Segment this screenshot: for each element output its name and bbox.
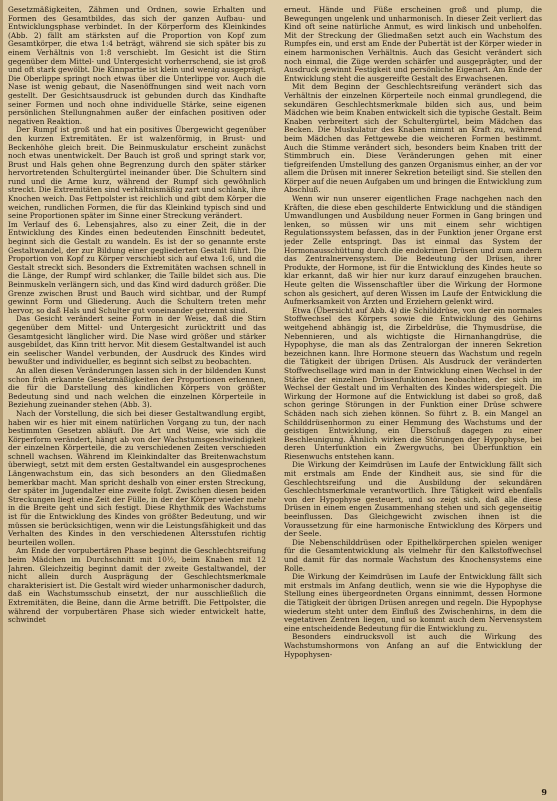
paragraph: Etwa (Übersicht auf Abb. 4) die Schilddrüse, von der ein normales Stoffwechsel des Körpers sowie die Entwicklung des Gehirns weitgehend abhängig ist, die Zirbeldrüse, die Thymusdrüse, die Nebennieren, und als wichtigste die Hirnanhangdrüse, die Hypophyse, die man als das Zentralorgan der inneren Sekretion bezeichnen kann. Ihre Hormone steuern das Wachstum und regeln die Tätigkeit der übrigen Drüsen. Als Ausdruck der veränderten Stoffwechsellage wird man in der Entwicklung einen Wechsel in der Stärke der einzelnen Drüsenfunktionen beobachten, der sich im Wechsel der Gestalt und im Verhalten des Kindes widerspiegelt. Die Wirkung der Hormone auf die Entwicklung ist dabei so groß, daß schon geringe Störungen in der Funktion einer Drüse schwere Schäden nach sich ziehen können. So führt z. B. ein Mangel an Schilddrüsenhormon zu einer Hemmung des Wachstums und der geistigen Entwicklung, ein Überschuß dagegen zu einer Beschleunigung. Ähnlich wirken die Störungen der Hypophyse, bei deren Unterfunktion ein Zwergwuchs, bei Überfunktion ein Riesenwuchs entstehen kann. — [284, 305, 542, 461]
paragraph: Mit dem Beginn der Geschlechtsreifung verändert sich das Verhältnis der einzelnen Körperteile noch einmal grundlegend, die sekundären Geschlechtsmerkmale bilden sich aus, und beim Mädchen wie beim Knaben entwickelt sich die typische Gestalt. Beim Knaben verbreitert sich der Schultergürtel, beim Mädchen das Becken. Die Muskulatur des Knaben nimmt an Kraft zu, während beim Mädchen das Fettgewebe die weicheren Formen bestimmt. Auch die Stimme verändert sich, besonders beim Knaben tritt der Stimmbruch ein. Diese Veränderungen gehen mit einer tiefgreifenden Umstellung des ganzen Organismus einher, an der vor allem die Drüsen mit innerer Sekretion beteiligt sind. Sie stellen den Körper auf die neuen Aufgaben um und bringen die Entwicklung zum Abschluß. — [284, 82, 542, 195]
binding-edge — [0, 0, 3, 801]
paragraph: Die Nebenschilddrüsen oder Epithelkörperchen spielen weniger für die Gesamtentwicklung als vielmehr für den Kalkstoffwechsel und damit für das normale Wachstum des Knochensystems eine Rolle. — [284, 537, 542, 573]
paragraph: Der Rumpf ist groß und hat ein positives Übergewicht gegenüber den kurzen Extremitäten. Er ist walzenförmig, in Brust- und Beckenhöhe gleich breit. Die Beinmuskulatur erscheint zunächst noch etwas unentwickelt. Der Bauch ist groß und springt stark vor, Brust und Hals gehen ohne Begrenzung durch den später stärker hervortretenden Schultergürtel ineinander über. Die Schultern sind rund und die Arme kurz, während der Rumpf sich gewöhnlich streckt. Die Extremitäten sind verhältnismäßig zart und schlank, ihre Knochen weich. Das Fettpolster ist reichlich und gibt dem Körper die weichen, rundlichen Formen, die für das Kleinkind typisch sind und seine Proportionen später im Sinne einer Streckung verändert. — [8, 125, 266, 221]
paragraph: Nach der Vorstellung, die sich bei dieser Gestaltwandlung ergibt, haben wir es hier mit einem natürlichen Vorgang zu tun, der nach bestimmten Gesetzen abläuft. Die Art und Weise, wie sich die Körperform verändert, hängt ab von der Wachstumsgeschwindigkeit der einzelnen Körperteile, die zu verschiedenen Zeiten verschieden schnell wachsen. Während im Kleinkindalter das Breitenwachstum überwiegt, setzt mit dem ersten Gestaltwandel ein ausgesprochenes Längenwachstum ein, das sich besonders an den Gliedmaßen bemerkbar macht. Man spricht deshalb von einer ersten Streckung, der später im Jugendalter eine zweite folgt. Zwischen diesen beiden Streckungen liegt eine Zeit der Fülle, in der der Körper wieder mehr in die Breite geht und sich festigt. Diese Rhythmik des Wachstums ist für die Entwicklung des Kindes von größter Bedeutung, und wir müssen sie berücksichtigen, wenn wir die Leistungsfähigkeit und das Verhalten des Kindes in den verschiedenen Altersstufen richtig beurteilen wollen. — [8, 408, 266, 547]
paragraph: Besonders eindrucksvoll ist auch die Wirkung des Wachstumshormons von Anfang an auf die Entwicklung der Hypophysen- — [284, 632, 542, 659]
paragraph: erneut. Hände und Füße erscheinen groß und plump, die Bewegungen ungelenk und unharmonisch. In dieser Zeit verliert das Kind oft seine natürliche Anmut, es wird linkisch und unbeholfen. Mit der Streckung der Gliedmaßen setzt auch ein Wachstum des Rumpfes ein, und erst am Ende der Pubertät ist der Körper wieder in einem harmonischen Verhältnis. Auch das Gesicht verändert sich noch einmal, die Züge werden schärfer und ausgeprägter, und der Ausdruck gewinnt Festigkeit und persönliche Eigenart. Am Ende der Entwicklung steht die ausgereifte Gestalt des Erwachsenen. — [284, 6, 542, 83]
page-number: 9 — [541, 787, 547, 797]
paragraph: Gesetzmäßigkeiten, Zähmen und Ordnen, sowie Erhalten und Formen des Gesamtbildes, das sich der ganzen Aufbau- und Entwicklungsphase verbindet. In der Körperform des Kleinkindes (Abb. 2) fällt am stärksten auf die Proportion von Kopf zum Gesamtkörper, die etwa 1:4 beträgt, während sie sich später bis zu einem Verhältnis von 1:8 verschiebt. Im Gesicht ist die Stirn gegenüber dem Mittel- und Untergesicht vorherrschend, sie ist groß und oft stark gewölbt. Die Kinnpartie ist klein und wenig ausgeprägt. Die Oberlippe springt noch etwas über die Unterlippe vor. Auch die Nase ist wenig gebaut, die Nasenöffnungen sind weit nach vorn gestellt. Der Gesichtsausdruck ist gebunden durch das Kindhafte seiner Formen und noch ohne individuelle Stärke, seine eigenen persönlichen Stellungnahmen außer der einfachen positiven oder negativen Reaktion. — [8, 6, 266, 126]
paragraph: Die Wirkung der Keimdrüsen im Laufe der Entwicklung fällt sich mit erstmals am Ende der Kindheit aus, sie sind für die Geschlechtsreifung und die Ausbildung der sekundären Geschlechtsmerkmale verantwortlich. Ihre Tätigkeit wird ebenfalls von der Hypophyse gesteuert, und so zeigt sich, daß alle diese Drüsen in einem engen Zusammenhang stehen und sich gegenseitig beeinflussen. Das Gleichgewicht zwischen ihnen ist die Voraussetzung für eine harmonische Entwicklung des Körpers und der Seele. — [284, 460, 542, 539]
paragraph: Im Verlauf des 6. Lebensjahres, also zu einer Zeit, die in der Entwicklung des Kindes einen bedeutenden Einschnitt bedeutet, beginnt sich die Gestalt zu wandeln. Es ist der so genannte erste Gestaltwandel, der zur Bildung einer gegliederten Gestalt führt. Die Proportion von Kopf zu Körper verschiebt sich auf etwa 1:6, und die Gestalt streckt sich. Besonders die Extremitäten wachsen schnell in die Länge, der Rumpf wird schlanker, die Taille bildet sich aus. Die Beinmuskeln verlängern sich, und das Kind wird dadurch größer. Die Grenze zwischen Brust und Bauch wird sichtbar, und der Rumpf gewinnt Form und Gliederung. Auch die Schultern treten mehr hervor, so daß Hals und Schulter gut voneinander getrennt sind. — [8, 219, 266, 315]
right-column — [284, 6, 542, 788]
paragraph: An allen diesen Veränderungen lassen sich in der bildenden Kunst schon früh erkannte Gesetzmäßigkeiten der Proportionen erkennen, die für die Darstellung des kindlichen Körpers von größter Bedeutung sind und nach welchen die einzelnen Körperteile in Beziehung zueinander stehen (Abb. 3). — [8, 365, 266, 410]
paragraph: Wenn wir nun unserer eigentlichen Frage nachgehen nach den Kräften, die diese eben geschilderte Entwicklung und die ständigen Umwandlungen und Ausbildung neuer Formen in Gang bringen und lenken, so müssen wir uns mit einem sehr wichtigen Regulationssystem befassen, das in der Funktion jener Organe erst jeder Zelle entspringt. Das ist einmal das System der Hormonausschüttung durch die endokrinen Drüsen und zum andern das Zentralnervensystem. Die Bedeutung der Drüsen, ihrer Produkte, der Hormone, ist für die Entwicklung des Kindes heute so klar erkannt, daß wir hier nur kurz darauf einzugehen brauchen. Heute gelten die Wissenschaftler über die Wirkung der Hormone schon als gesichert, auf deren Wissen im Laufe der Entwicklung die Aufmerksamkeit von Ärzten und Erziehern gelenkt wird. — [284, 194, 542, 307]
paragraph: Die Wirkung der Keimdrüsen im Laufe der Entwicklung fällt sich mit erstmals im Anfang deutlich, wenn sie wie die Hypophyse die Stellung eines übergeordneten Organs einnimmt, dessen Hormone die Tätigkeit der übrigen Drüsen anregen und regeln. Die Hypophyse wiederum steht unter dem Einfluß des Zwischenhirns, in dem die vegetativen Zentren liegen, und so kommt auch dem Nervensystem eine entscheidende Bedeutung für die Entwicklung zu. — [284, 572, 542, 633]
paragraph: Das Gesicht verändert seine Form in der Weise, daß die Stirn gegenüber dem Mittel- und Untergesicht zurücktritt und das Gesamtgesicht länglicher wird. Die Nase wird größer und stärker ausgebildet, das Kinn tritt hervor. Mit diesem Gestaltwandel ist auch ein seelischer Wandel verbunden, der Ausdruck des Kindes wird bewußter und individueller, es beginnt sich selbst zu beobachten. — [8, 314, 266, 367]
left-column — [8, 6, 266, 788]
paragraph: Am Ende der vorpubertären Phase beginnt die Geschlechtsreifung beim Mädchen im Durchschnitt mit 10½, beim Knaben mit 12 Jahren. Gleichzeitig beginnt damit der zweite Gestaltwandel, der nicht allein durch Ausprägung der Geschlechtsmerkmale charakterisiert ist. Die Gestalt wird wieder unharmonischer dadurch, daß ein Wachstumsschub einsetzt, der nur ausschließlich die Extremitäten, die Beine, dann die Arme betrifft. Die Fettpolster, die während der vorpubertären Phase sich wieder entwickelt hatte, schwindet — [8, 546, 266, 625]
